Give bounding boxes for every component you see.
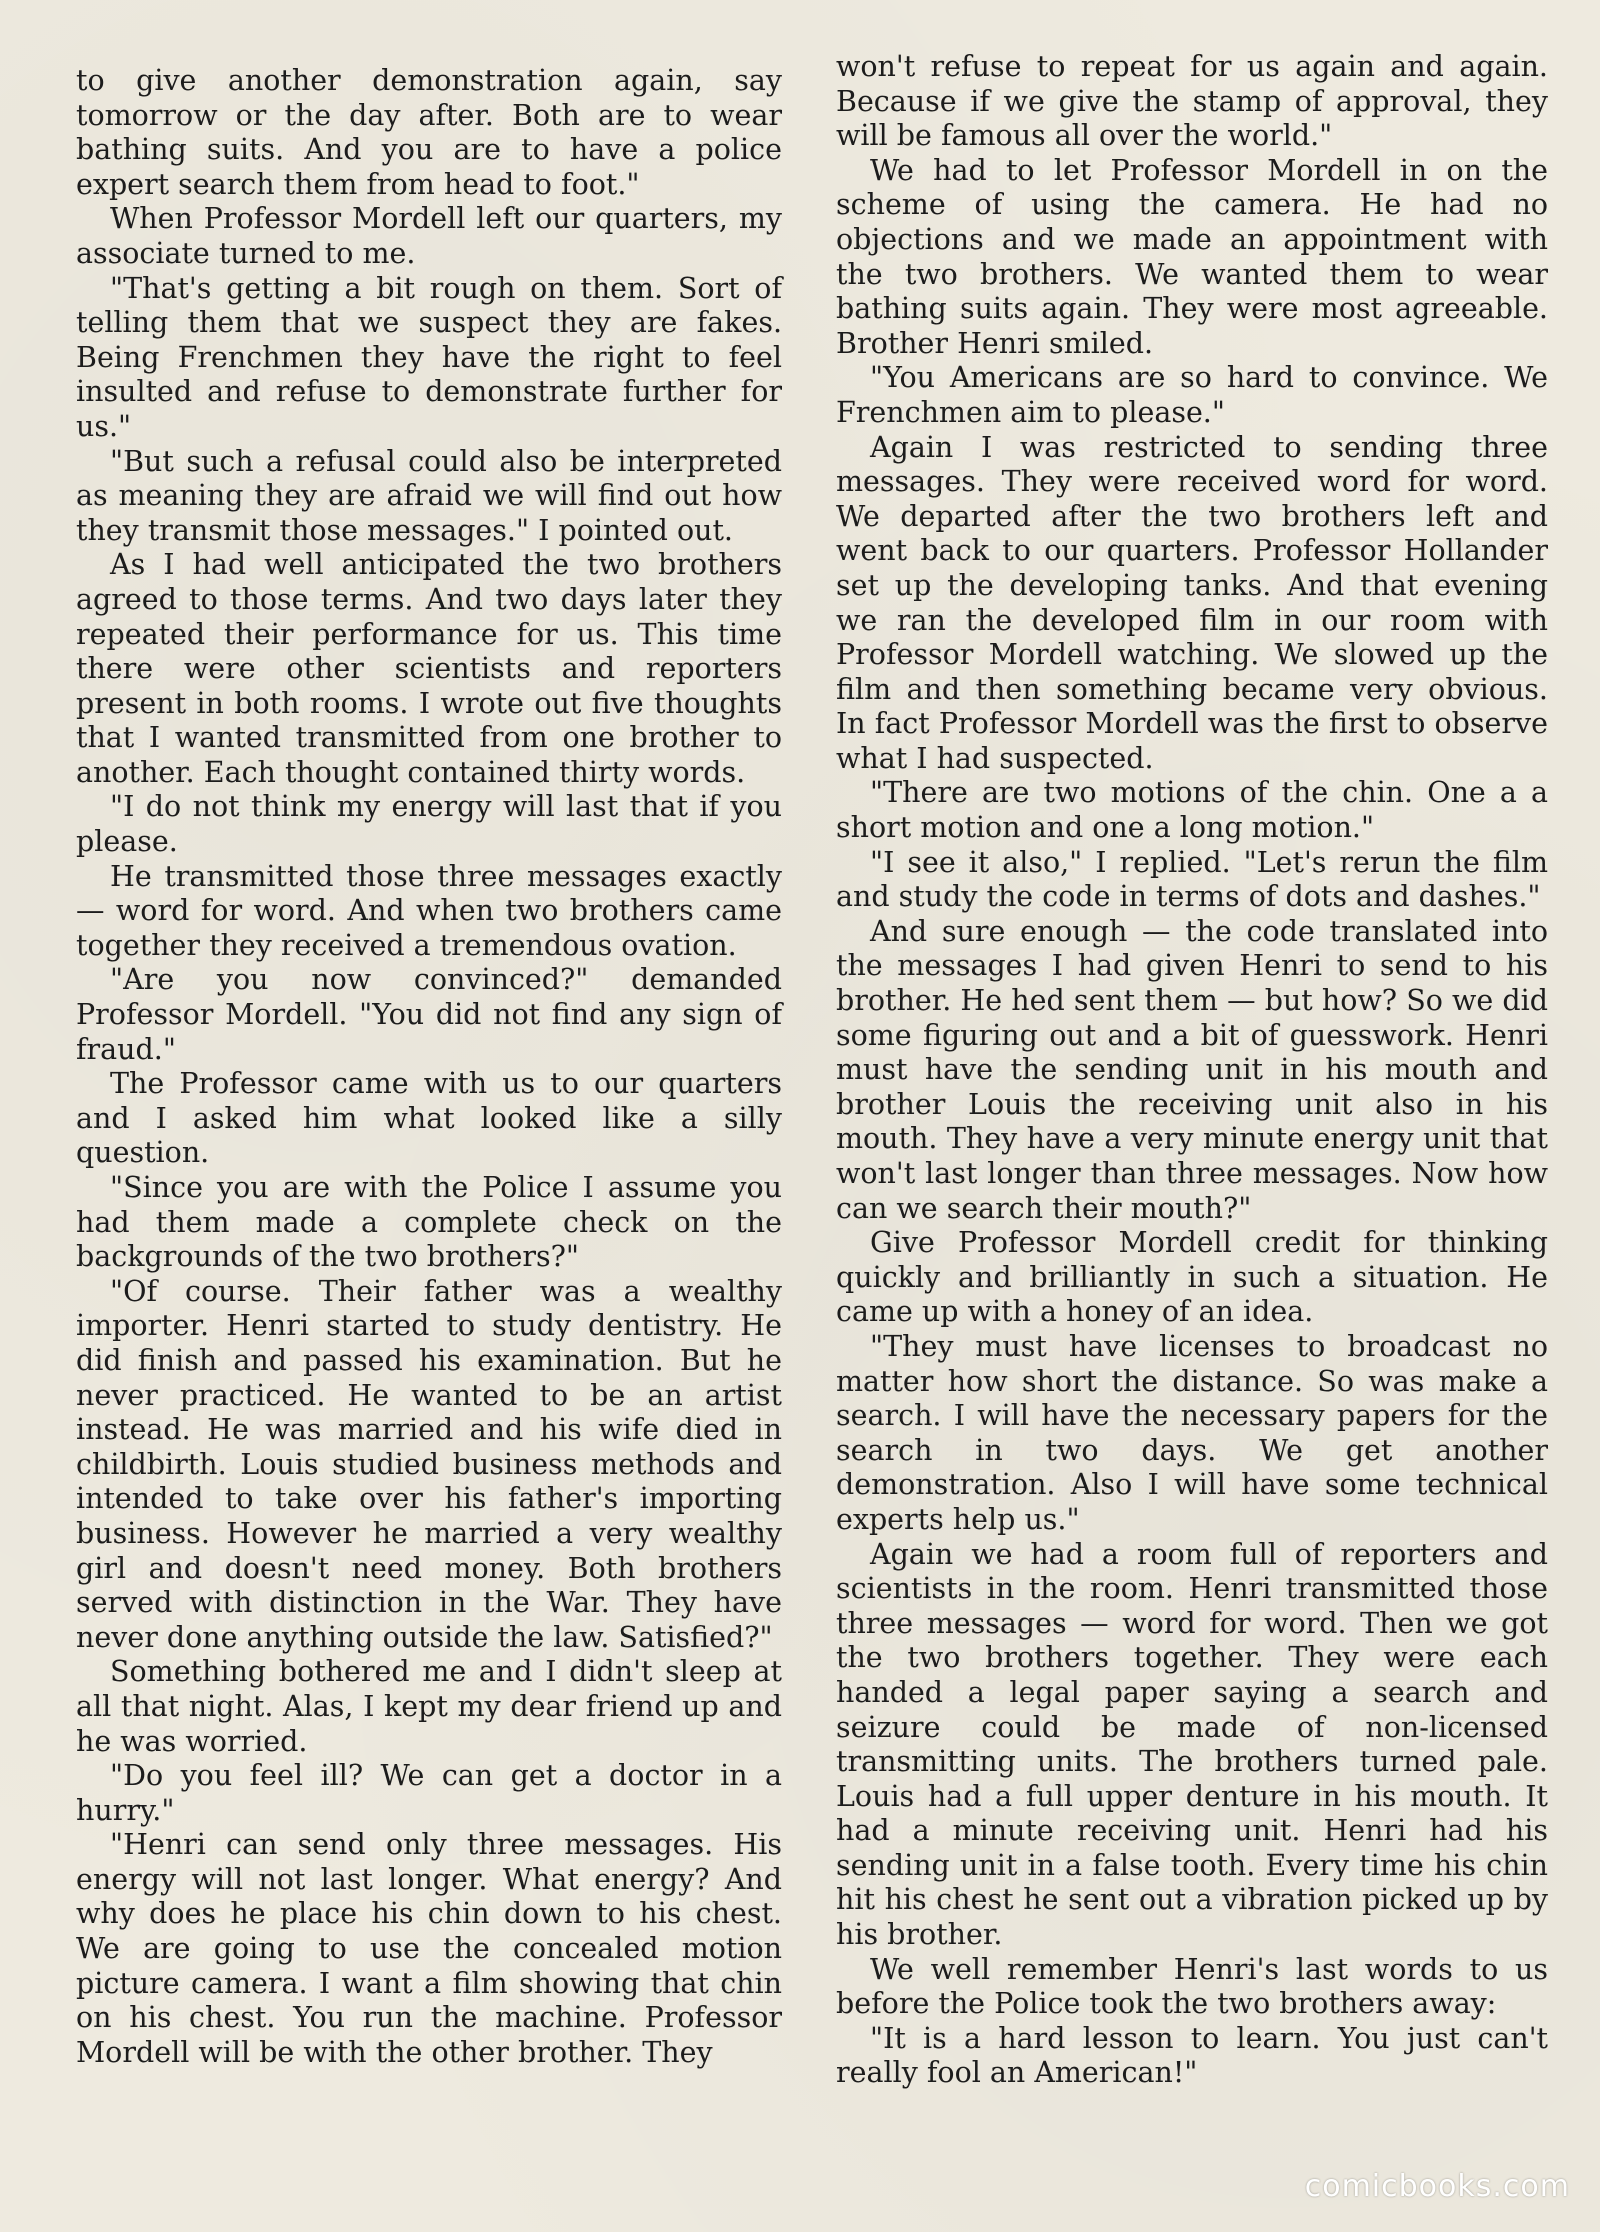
- paragraph: Again we had a room full of reporters and scientists in the room. Henri transmitted those three messages — word for word. Then we got the two brothers together. They were each handed a legal paper saying a search and seizure could be made of non-licensed transmitting units. The brothers turned pale. Louis had a full upper denture in his mouth. It had a minute receiving unit. Henri had his sending unit in a false tooth. Every time his chin hit his chest he sent out a vibration picked up by his brother.: [836, 1537, 1548, 1952]
- paragraph: "It is a hard lesson to learn. You just can't really fool an American!": [836, 2021, 1548, 2090]
- paragraph: won't refuse to repeat for us again and again. Because if we give the stamp of approval, they will be famous all over the world.": [836, 50, 1548, 153]
- paragraph: And sure enough — the code translated into the messages I had given Henri to send to his brother. He hed sent them — but how? So we did some figuring out and a bit of guesswork. Henri must have the sending unit in his mouth and brother Louis the receiving unit also in his mouth. They have a very minute energy unit that won't last longer than three messages. Now how can we search their mouth?": [836, 914, 1548, 1225]
- paragraph: The Professor came with us to our quarters and I asked him what looked like a silly question.: [76, 1067, 782, 1170]
- paragraph: "Of course. Their father was a wealthy importer. Henri started to study dentistry. He did finish and passed his examination. But he never practiced. He wanted to be an artist instead. He was married and his wife died in childbirth. Louis studied business methods and intended to take over his father's importing business. However he married a very wealthy girl and doesn't need money. Both brothers served with distinction in the War. They have never done anything outside the law. Satisfied?": [76, 1274, 782, 1654]
- paragraph: to give another demonstration again, say tomorrow or the day after. Both are to wear bathing suits. And you are to have a police expert search them from head to foot.": [76, 64, 782, 201]
- paragraph: When Professor Mordell left our quarters, my associate turned to me.: [76, 202, 782, 270]
- paragraph: "Are you now convinced?" demanded Professor Mordell. "You did not find any sign of fraud.": [76, 963, 782, 1066]
- paragraph: "Since you are with the Police I assume you had them made a complete check on the backgrounds of the two brothers?": [76, 1171, 782, 1274]
- left-text-column: [76, 64, 782, 2070]
- paragraph: We had to let Professor Mordell in on the scheme of using the camera. He had no objections and we made an appointment with the two brothers. We wanted them to wear bathing suits again. They were most agreeable. Brother Henri smiled.: [836, 153, 1548, 360]
- paragraph: Again I was restricted to sending three messages. They were received word for word. We departed after the two brothers left and went back to our quarters. Professor Hollander set up the developing tanks. And that evening we ran the developed film in our room with Professor Mordell watching. We slowed up the film and then something became very obvious. In fact Professor Mordell was the first to observe what I had suspected.: [836, 430, 1548, 775]
- paragraph: "I see it also," I replied. "Let's rerun the film and study the code in terms of dots and dashes.": [836, 845, 1548, 914]
- paragraph: As I had well anticipated the two brothers agreed to those terms. And two days later they repeated their performance for us. This time there were other scientists and reporters present in both rooms. I wrote out five thoughts that I wanted transmitted from one brother to another. Each thought contained thirty words.: [76, 548, 782, 789]
- paragraph: "I do not think my energy will last that if you please.: [76, 790, 782, 859]
- paragraph: Something bothered me and I didn't sleep at all that night. Alas, I kept my dear friend up and he was worried.: [76, 1655, 782, 1758]
- paragraph: We well remember Henri's last words to us before the Police took the two brothers away:: [836, 1952, 1548, 2021]
- paragraph: "But such a refusal could also be interpreted as meaning they are afraid we will find out how they transmit those messages." I pointed out.: [76, 444, 782, 547]
- paragraph: "There are two motions of the chin. One a a short motion and one a long motion.": [836, 776, 1548, 845]
- paragraph: "You Americans are so hard to convince. We Frenchmen aim to please.": [836, 361, 1548, 429]
- site-watermark: comicbooks.com: [1304, 2169, 1570, 2204]
- paragraph: "That's getting a bit rough on them. Sort of telling them that we suspect they are fakes. Being Frenchmen they have the right to feel insulted and refuse to demonstrate further for us.": [76, 271, 782, 443]
- paragraph: "Henri can send only three messages. His energy will not last longer. What energy? And why does he place his chin down to his chest. We are going to use the concealed motion picture camera. I want a film showing that chin on his chest. You run the machine. Professor Mordell will be with the other brother. They: [76, 1828, 782, 2069]
- paragraph: "They must have licenses to broadcast no matter how short the distance. So was make a search. I will have the necessary papers for the search in two days. We get another demonstration. Also I will have some technical experts help us.": [836, 1329, 1548, 1536]
- paragraph: Give Professor Mordell credit for thinking quickly and brilliantly in such a situation. He came up with a honey of an idea.: [836, 1226, 1548, 1329]
- paragraph: "Do you feel ill? We can get a doctor in a hurry.": [76, 1759, 782, 1827]
- paragraph: He transmitted those three messages exactly — word for word. And when two brothers came together they received a tremendous ovation.: [76, 859, 782, 962]
- right-text-column: [836, 50, 1548, 2091]
